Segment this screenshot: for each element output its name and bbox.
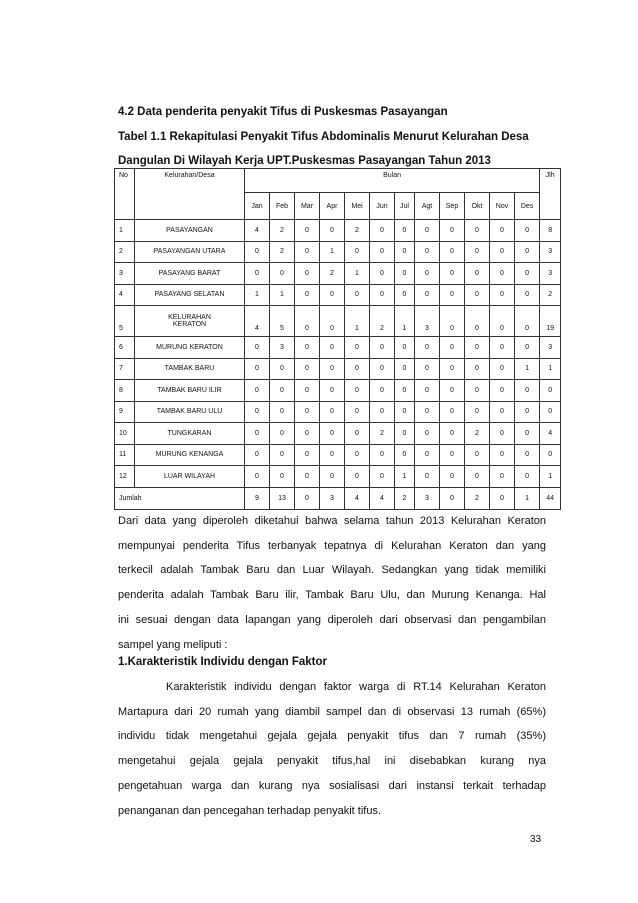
- header-month: Des: [515, 193, 540, 220]
- row-month-value: 0: [245, 241, 270, 263]
- row-desa-line-1: KELURAHAN: [168, 314, 211, 321]
- row-month-value: 1: [345, 306, 370, 337]
- row-month-value: 0: [490, 284, 515, 306]
- row-month-value: 0: [370, 444, 395, 466]
- row-month-value: 0: [515, 337, 540, 359]
- total-grand: 44: [540, 487, 561, 509]
- row-month-value: 0: [295, 241, 320, 263]
- row-month-value: 0: [270, 263, 295, 285]
- row-month-value: 0: [320, 306, 345, 337]
- paragraph-line: individu tidak mengetahui gejala gejala penyakit tifus dan 7 rumah (35%): [118, 730, 546, 743]
- row-month-value: 0: [440, 284, 465, 306]
- row-no: 4: [115, 284, 135, 306]
- total-month-value: 3: [320, 487, 345, 509]
- row-month-value: 2: [270, 220, 295, 242]
- row-month-value: 0: [440, 444, 465, 466]
- row-month-value: 3: [415, 306, 440, 337]
- row-month-value: 0: [515, 380, 540, 402]
- row-month-value: 0: [415, 380, 440, 402]
- row-month-value: 0: [295, 401, 320, 423]
- header-bulan: Bulan: [245, 169, 540, 193]
- row-month-value: 0: [465, 241, 490, 263]
- row-month-value: 0: [245, 401, 270, 423]
- row-month-value: 0: [370, 241, 395, 263]
- row-month-value: 0: [320, 358, 345, 380]
- row-no: 12: [115, 466, 135, 488]
- row-total: 19: [540, 306, 561, 337]
- row-month-value: 0: [370, 401, 395, 423]
- row-desa-line-2: KERATON: [172, 321, 207, 328]
- row-month-value: 0: [490, 444, 515, 466]
- row-month-value: 5: [270, 306, 295, 337]
- row-month-value: 0: [440, 466, 465, 488]
- row-month-value: 0: [320, 380, 345, 402]
- header-month: Jan: [245, 193, 270, 220]
- row-month-value: 0: [245, 337, 270, 359]
- row-desa: TAMBAK BARU ILIR: [135, 380, 245, 402]
- row-month-value: 0: [320, 444, 345, 466]
- row-month-value: 0: [490, 306, 515, 337]
- row-total: 1: [540, 358, 561, 380]
- row-month-value: 0: [465, 401, 490, 423]
- row-month-value: 1: [320, 241, 345, 263]
- row-month-value: 0: [415, 401, 440, 423]
- table-row: [115, 401, 561, 423]
- row-month-value: 0: [465, 306, 490, 337]
- row-month-value: 0: [345, 401, 370, 423]
- row-total: 8: [540, 220, 561, 242]
- row-month-value: 0: [320, 284, 345, 306]
- row-month-value: 0: [490, 263, 515, 285]
- total-month-value: 0: [295, 487, 320, 509]
- row-month-value: 0: [415, 263, 440, 285]
- row-month-value: 0: [440, 401, 465, 423]
- row-month-value: 0: [295, 466, 320, 488]
- paragraph-line: pengetahuan warga dan kurang nya sosialisasi dari instansi terkait terhadap: [118, 779, 546, 792]
- row-month-value: 1: [515, 358, 540, 380]
- total-month-value: 3: [415, 487, 440, 509]
- row-month-value: 0: [515, 263, 540, 285]
- row-month-value: 0: [440, 263, 465, 285]
- row-month-value: 0: [345, 466, 370, 488]
- header-month: Feb: [270, 193, 295, 220]
- row-month-value: 0: [490, 337, 515, 359]
- paragraph-line: Dari data yang diperoleh diketahui bahwa selama tahun 2013 Kelurahan Keraton: [118, 515, 546, 527]
- table-row: [115, 220, 561, 242]
- row-month-value: 0: [370, 284, 395, 306]
- row-desa: MURUNG KENANGA: [135, 444, 245, 466]
- row-total: 3: [540, 263, 561, 285]
- row-month-value: 0: [270, 358, 295, 380]
- row-month-value: 0: [440, 380, 465, 402]
- row-month-value: 0: [295, 306, 320, 337]
- row-desa: LUAR WILAYAH: [135, 466, 245, 488]
- table-row: [115, 358, 561, 380]
- row-no: 5: [115, 306, 135, 337]
- row-no: 2: [115, 241, 135, 263]
- row-month-value: 0: [440, 220, 465, 242]
- row-desa: MURUNG KERATON: [135, 337, 245, 359]
- row-month-value: 0: [515, 284, 540, 306]
- header-month: Mei: [345, 193, 370, 220]
- table-row: [115, 337, 561, 359]
- row-month-value: 0: [320, 337, 345, 359]
- total-month-value: 9: [245, 487, 270, 509]
- row-month-value: 1: [395, 466, 415, 488]
- row-month-value: 2: [370, 423, 395, 445]
- row-month-value: 0: [270, 444, 295, 466]
- row-month-value: 0: [465, 337, 490, 359]
- row-month-value: 0: [490, 358, 515, 380]
- header-month: Mar: [295, 193, 320, 220]
- table-row: [115, 263, 561, 285]
- total-label: Jumlah: [115, 487, 245, 509]
- row-month-value: 1: [270, 284, 295, 306]
- row-month-value: 2: [370, 306, 395, 337]
- row-month-value: 0: [395, 423, 415, 445]
- table-row: [115, 466, 561, 488]
- total-month-value: 0: [440, 487, 465, 509]
- row-month-value: 0: [370, 380, 395, 402]
- row-month-value: 0: [245, 380, 270, 402]
- row-month-value: 0: [515, 241, 540, 263]
- table-row: [115, 306, 561, 337]
- row-month-value: 0: [370, 466, 395, 488]
- row-month-value: 4: [245, 306, 270, 337]
- subheading-karakteristik: 1.Karakteristik Individu dengan Faktor: [118, 656, 327, 668]
- row-month-value: 0: [465, 220, 490, 242]
- row-month-value: 0: [345, 284, 370, 306]
- row-month-value: 0: [515, 306, 540, 337]
- row-total: 0: [540, 380, 561, 402]
- row-total: 1: [540, 466, 561, 488]
- row-total: 2: [540, 284, 561, 306]
- row-month-value: 0: [245, 466, 270, 488]
- table-title-line-2: Dangulan Di Wilayah Kerja UPT.Puskesmas Pasayangan Tahun 2013: [118, 155, 491, 167]
- recap-table: [114, 168, 561, 510]
- row-month-value: 1: [395, 306, 415, 337]
- row-month-value: 0: [295, 220, 320, 242]
- total-month-value: 2: [465, 487, 490, 509]
- row-month-value: 1: [245, 284, 270, 306]
- row-month-value: 0: [270, 380, 295, 402]
- row-month-value: 0: [370, 337, 395, 359]
- row-no: 10: [115, 423, 135, 445]
- row-month-value: 0: [320, 423, 345, 445]
- paragraph-line: terkecil adalah Tambak Baru dan Luar Wilayah. Sedangkan yang tidak memiliki: [118, 564, 546, 577]
- header-month: Agt: [415, 193, 440, 220]
- row-desa: TAMBAK BARU: [135, 358, 245, 380]
- total-month-value: 4: [345, 487, 370, 509]
- row-desa: PASAYANG BARAT: [135, 263, 245, 285]
- row-desa: PASAYANGAN UTARA: [135, 241, 245, 263]
- row-month-value: 0: [415, 358, 440, 380]
- row-month-value: 0: [395, 337, 415, 359]
- row-total: 3: [540, 241, 561, 263]
- row-month-value: 0: [245, 423, 270, 445]
- row-month-value: 0: [295, 284, 320, 306]
- table-title: Tabel 1.1 Rekapitulasi Penyakit Tifus Abdominalis Menurut Kelurahan Desa: [118, 131, 529, 143]
- row-month-value: 0: [345, 358, 370, 380]
- row-month-value: 0: [345, 337, 370, 359]
- row-no: 7: [115, 358, 135, 380]
- paragraph-summary: [118, 509, 546, 657]
- row-month-value: 1: [345, 263, 370, 285]
- row-desa: [135, 306, 245, 337]
- row-no: 6: [115, 337, 135, 359]
- row-month-value: 0: [270, 401, 295, 423]
- header-desa: Kelurahan/Desa: [135, 169, 245, 220]
- row-month-value: 0: [395, 401, 415, 423]
- row-month-value: 3: [270, 337, 295, 359]
- row-month-value: 2: [320, 263, 345, 285]
- row-month-value: 0: [245, 444, 270, 466]
- row-total: 0: [540, 401, 561, 423]
- row-month-value: 0: [465, 444, 490, 466]
- row-month-value: 0: [465, 380, 490, 402]
- total-month-value: 1: [515, 487, 540, 509]
- paragraph-line: Martapura dari 20 rumah yang diambil sampel dan di observasi 13 rumah (65%): [118, 705, 546, 718]
- row-month-value: 0: [245, 263, 270, 285]
- row-month-value: 4: [245, 220, 270, 242]
- paragraph-line: sampel yang meliputi :: [118, 638, 228, 651]
- header-month: Okt: [465, 193, 490, 220]
- row-month-value: 0: [415, 241, 440, 263]
- table-row: [115, 444, 561, 466]
- header-row: [115, 169, 561, 193]
- row-month-value: 0: [415, 220, 440, 242]
- row-month-value: 0: [440, 358, 465, 380]
- row-no: 8: [115, 380, 135, 402]
- row-month-value: 0: [395, 263, 415, 285]
- row-month-value: 0: [295, 358, 320, 380]
- total-month-value: 2: [395, 487, 415, 509]
- row-month-value: 0: [370, 220, 395, 242]
- row-no: 11: [115, 444, 135, 466]
- row-month-value: 0: [490, 380, 515, 402]
- paragraph-line: Karakteristik individu dengan faktor warga di RT.14 Kelurahan Keraton: [166, 681, 546, 693]
- header-month: Sep: [440, 193, 465, 220]
- row-month-value: 0: [415, 466, 440, 488]
- row-month-value: 0: [515, 401, 540, 423]
- row-month-value: 0: [490, 423, 515, 445]
- row-month-value: 0: [395, 380, 415, 402]
- row-month-value: 0: [490, 220, 515, 242]
- row-month-value: 0: [395, 358, 415, 380]
- row-month-value: 0: [345, 444, 370, 466]
- table-row: [115, 423, 561, 445]
- row-total: 0: [540, 444, 561, 466]
- paragraph-line: penderita adalah Tambak Baru ilir, Tambak Baru Ulu, dan Murung Kenanga. Hal: [118, 589, 546, 602]
- row-month-value: 0: [415, 423, 440, 445]
- row-month-value: 0: [415, 444, 440, 466]
- row-month-value: 0: [320, 466, 345, 488]
- row-month-value: 2: [270, 241, 295, 263]
- paragraph-line: ini sesuai dengan data lapangan yang diperoleh dari observasi dan pengambilan: [118, 613, 546, 626]
- header-month: Nov: [490, 193, 515, 220]
- row-month-value: 0: [395, 444, 415, 466]
- row-month-value: 0: [440, 241, 465, 263]
- row-desa: TUNGKARAN: [135, 423, 245, 445]
- row-month-value: 0: [295, 337, 320, 359]
- paragraph-line: penanganan dan pencegahan terhadap penyakit tifus.: [118, 804, 381, 817]
- row-month-value: 0: [415, 284, 440, 306]
- total-month-value: 4: [370, 487, 395, 509]
- row-no: 9: [115, 401, 135, 423]
- row-month-value: 0: [370, 358, 395, 380]
- table-row: [115, 284, 561, 306]
- row-no: 3: [115, 263, 135, 285]
- row-total: 4: [540, 423, 561, 445]
- row-month-value: 0: [415, 337, 440, 359]
- header-month: Jul: [395, 193, 415, 220]
- row-month-value: 0: [490, 241, 515, 263]
- total-month-value: 13: [270, 487, 295, 509]
- row-month-value: 0: [320, 401, 345, 423]
- table-row: [115, 241, 561, 263]
- row-month-value: 0: [295, 380, 320, 402]
- row-month-value: 0: [515, 220, 540, 242]
- row-month-value: 0: [295, 423, 320, 445]
- row-month-value: 0: [465, 263, 490, 285]
- total-row: [115, 487, 561, 509]
- header-jlh: Jlh: [540, 169, 561, 220]
- section-heading: 4.2 Data penderita penyakit Tifus di Puskesmas Pasayangan: [118, 106, 448, 118]
- row-month-value: 0: [270, 466, 295, 488]
- page-number: 33: [530, 834, 542, 845]
- row-desa: PASAYANG SELATAN: [135, 284, 245, 306]
- paragraph-line: mengetahui gejala gejala penyakit tifus,hal ini disebabkan kurang nya: [118, 755, 546, 768]
- row-month-value: 0: [440, 423, 465, 445]
- row-no: 1: [115, 220, 135, 242]
- row-month-value: 0: [515, 444, 540, 466]
- row-month-value: 0: [465, 466, 490, 488]
- row-desa: TAMBAK BARU ULU: [135, 401, 245, 423]
- row-month-value: 0: [345, 241, 370, 263]
- row-month-value: 0: [515, 466, 540, 488]
- total-month-value: 0: [490, 487, 515, 509]
- row-month-value: 0: [440, 337, 465, 359]
- row-month-value: 0: [245, 358, 270, 380]
- row-month-value: 0: [320, 220, 345, 242]
- row-month-value: 2: [345, 220, 370, 242]
- row-month-value: 0: [270, 423, 295, 445]
- row-month-value: 0: [440, 306, 465, 337]
- row-desa: PASAYANGAN: [135, 220, 245, 242]
- row-month-value: 0: [295, 444, 320, 466]
- row-month-value: 0: [395, 220, 415, 242]
- row-month-value: 0: [395, 241, 415, 263]
- row-month-value: 0: [370, 263, 395, 285]
- row-month-value: 0: [490, 466, 515, 488]
- row-month-value: 2: [465, 423, 490, 445]
- row-month-value: 0: [395, 284, 415, 306]
- row-month-value: 0: [490, 401, 515, 423]
- row-month-value: 0: [295, 263, 320, 285]
- header-month: Apr: [320, 193, 345, 220]
- row-month-value: 0: [345, 380, 370, 402]
- table-row: [115, 380, 561, 402]
- header-no: No: [115, 169, 135, 220]
- row-month-value: 0: [515, 423, 540, 445]
- row-total: 3: [540, 337, 561, 359]
- paragraph-line: mempunyai penderita Tifus terbanyak tepatnya di Kelurahan Keraton dan yang: [118, 539, 546, 552]
- header-month: Jun: [370, 193, 395, 220]
- row-month-value: 0: [465, 358, 490, 380]
- paragraph-karakteristik: [118, 675, 546, 823]
- row-month-value: 0: [345, 423, 370, 445]
- row-month-value: 0: [465, 284, 490, 306]
